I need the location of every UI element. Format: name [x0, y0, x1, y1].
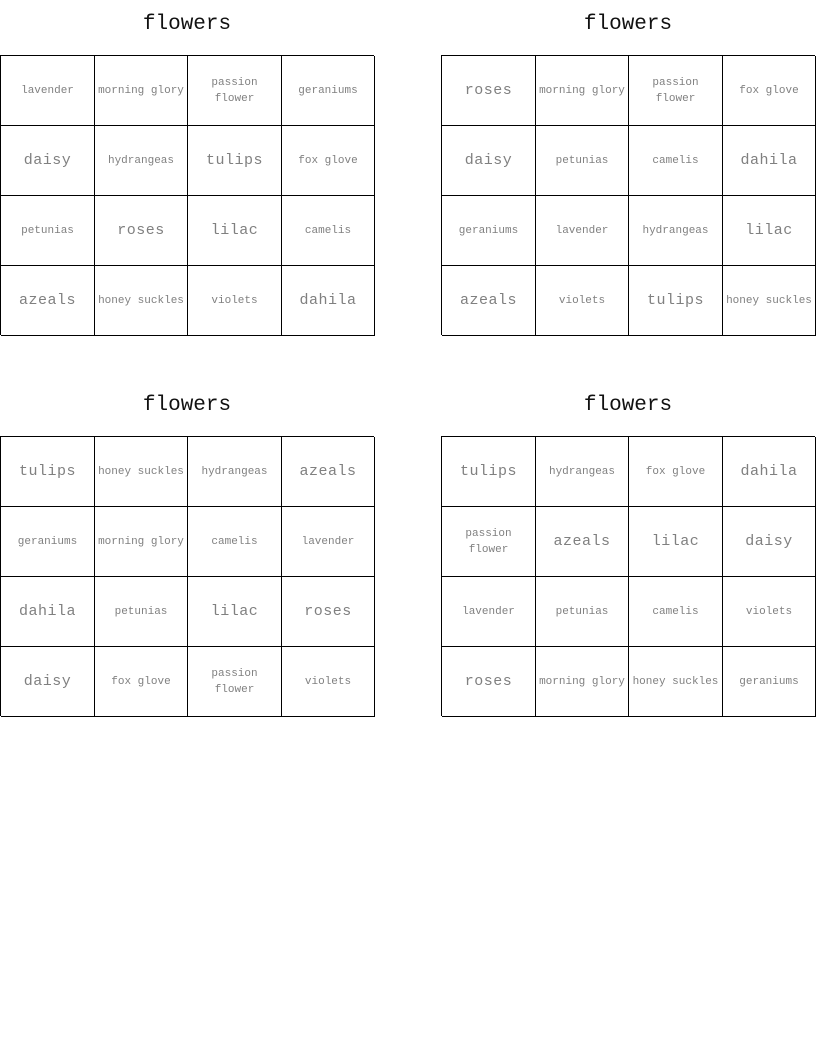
grid-cell	[188, 577, 282, 647]
cell-label: petunias	[114, 605, 168, 618]
grid-cell	[442, 56, 536, 126]
grid-cell	[723, 56, 816, 126]
grid-cell	[442, 196, 536, 266]
cell-label: camelis	[652, 605, 699, 618]
grid-cell	[188, 56, 282, 126]
grid-cell	[723, 647, 816, 717]
grid-cell	[723, 196, 816, 266]
grid-cell	[536, 577, 629, 647]
cell-label: petunias	[555, 605, 609, 618]
grid-cell	[95, 56, 188, 126]
cell-label: lilac	[210, 603, 259, 620]
cell-label: daisy	[464, 152, 513, 169]
grid-cell	[536, 647, 629, 717]
cell-label: lilac	[210, 222, 259, 239]
cell-label: lavender	[301, 535, 355, 548]
grid-cell	[95, 507, 188, 577]
grid-cell	[95, 647, 188, 717]
cell-label: dahila	[740, 152, 798, 169]
cell-label: daisy	[23, 152, 72, 169]
grid-cell	[536, 126, 629, 196]
cell-label: tulips	[459, 463, 517, 480]
cell-label: morning glory	[539, 84, 625, 97]
grid-cell	[188, 507, 282, 577]
cell-label: morning glory	[539, 675, 625, 688]
card-title: flowers	[142, 394, 232, 417]
cell-label: daisy	[745, 533, 793, 550]
grid-cell	[723, 507, 816, 577]
card-title: flowers	[583, 13, 673, 36]
grid-cell	[282, 437, 375, 507]
grid-cell	[95, 266, 188, 336]
cell-label: geraniums	[739, 675, 799, 688]
cell-label: tulips	[646, 292, 704, 309]
cell-label: roses	[464, 82, 513, 99]
cell-label: dahila	[18, 603, 76, 620]
grid-cell	[442, 577, 536, 647]
cell-label: hydrangeas	[642, 224, 709, 237]
cell-label: fox glove	[739, 84, 799, 97]
cell-label: lilac	[745, 222, 793, 239]
cell-label: passion flower	[652, 76, 699, 105]
cell-label: violets	[558, 294, 606, 307]
cell-label: dahila	[299, 292, 357, 309]
grid-cell	[629, 647, 723, 717]
cell-label: petunias	[555, 154, 609, 167]
grid-cell	[282, 56, 375, 126]
cell-label: dahila	[740, 463, 798, 480]
cell-label: lavender	[462, 605, 515, 618]
cell-label: roses	[117, 222, 165, 239]
grid-cell	[723, 577, 816, 647]
grid-cell	[188, 647, 282, 717]
cell-label: lavender	[555, 224, 609, 237]
grid-cell	[1, 507, 95, 577]
grid-cell	[1, 266, 95, 336]
cell-label: hydrangeas	[548, 465, 615, 478]
grid-cell	[536, 507, 629, 577]
bingo-grid	[441, 436, 815, 716]
cell-label: camelis	[304, 224, 352, 237]
grid-cell	[188, 196, 282, 266]
cell-label: azeals	[553, 533, 611, 550]
grid-cell	[282, 126, 375, 196]
grid-cell	[723, 266, 816, 336]
bingo-grid	[0, 436, 374, 716]
cell-label: passion flower	[211, 667, 258, 696]
grid-cell	[95, 126, 188, 196]
grid-cell	[629, 507, 723, 577]
cell-label: fox glove	[298, 154, 358, 167]
card-title: flowers	[142, 13, 232, 36]
grid-cell	[188, 126, 282, 196]
grid-cell	[188, 266, 282, 336]
grid-cell	[723, 437, 816, 507]
grid-cell	[1, 126, 95, 196]
cell-label: tulips	[18, 463, 76, 480]
cell-label: camelis	[211, 535, 258, 548]
grid-cell	[629, 56, 723, 126]
cell-label: azeals	[299, 463, 357, 480]
grid-cell	[282, 577, 375, 647]
grid-cell	[442, 647, 536, 717]
cell-label: roses	[304, 603, 352, 620]
grid-cell	[95, 196, 188, 266]
grid-cell	[282, 266, 375, 336]
cell-label: violets	[745, 605, 793, 618]
cell-label: camelis	[652, 154, 699, 167]
cell-label: honey suckles	[98, 294, 184, 307]
grid-cell	[95, 577, 188, 647]
grid-cell	[1, 577, 95, 647]
grid-cell	[536, 437, 629, 507]
cell-label: passion flower	[465, 527, 512, 556]
grid-cell	[1, 437, 95, 507]
grid-cell	[536, 196, 629, 266]
cell-label: morning glory	[98, 535, 184, 548]
grid-cell	[629, 196, 723, 266]
grid-cell	[629, 266, 723, 336]
cell-label: morning glory	[98, 84, 184, 97]
cell-label: fox glove	[645, 465, 706, 478]
cell-label: fox glove	[111, 675, 171, 688]
cell-label: hydrangeas	[201, 465, 268, 478]
grid-cell	[188, 437, 282, 507]
cell-label: lilac	[651, 533, 700, 550]
grid-cell	[629, 126, 723, 196]
grid-cell	[536, 56, 629, 126]
grid-cell	[95, 437, 188, 507]
grid-cell	[442, 507, 536, 577]
cell-label: azeals	[459, 292, 517, 309]
grid-cell	[442, 437, 536, 507]
cell-label: violets	[211, 294, 258, 307]
grid-cell	[1, 56, 95, 126]
grid-cell	[536, 266, 629, 336]
grid-cell	[282, 647, 375, 717]
cell-label: roses	[464, 673, 513, 690]
cell-label: lavender	[21, 84, 74, 97]
cell-label: daisy	[23, 673, 72, 690]
grid-cell	[282, 507, 375, 577]
cell-label: geraniums	[458, 224, 519, 237]
cell-label: honey suckles	[98, 465, 184, 478]
cell-label: hydrangeas	[107, 154, 174, 167]
grid-cell	[723, 126, 816, 196]
cell-label: azeals	[18, 292, 76, 309]
cell-label: honey suckles	[726, 294, 812, 307]
grid-cell	[442, 266, 536, 336]
cell-label: honey suckles	[632, 675, 719, 688]
grid-cell	[282, 196, 375, 266]
cell-label: geraniums	[298, 84, 358, 97]
grid-cell	[629, 437, 723, 507]
cell-label: violets	[304, 675, 352, 688]
cell-label: tulips	[205, 152, 263, 169]
grid-cell	[442, 126, 536, 196]
grid-cell	[1, 196, 95, 266]
cell-label: petunias	[21, 224, 74, 237]
cell-label: geraniums	[17, 535, 78, 548]
grid-cell	[629, 577, 723, 647]
cell-label: passion flower	[211, 76, 258, 105]
grid-cell	[1, 647, 95, 717]
bingo-grid	[0, 55, 374, 335]
card-title: flowers	[583, 394, 673, 417]
bingo-grid	[441, 55, 815, 335]
